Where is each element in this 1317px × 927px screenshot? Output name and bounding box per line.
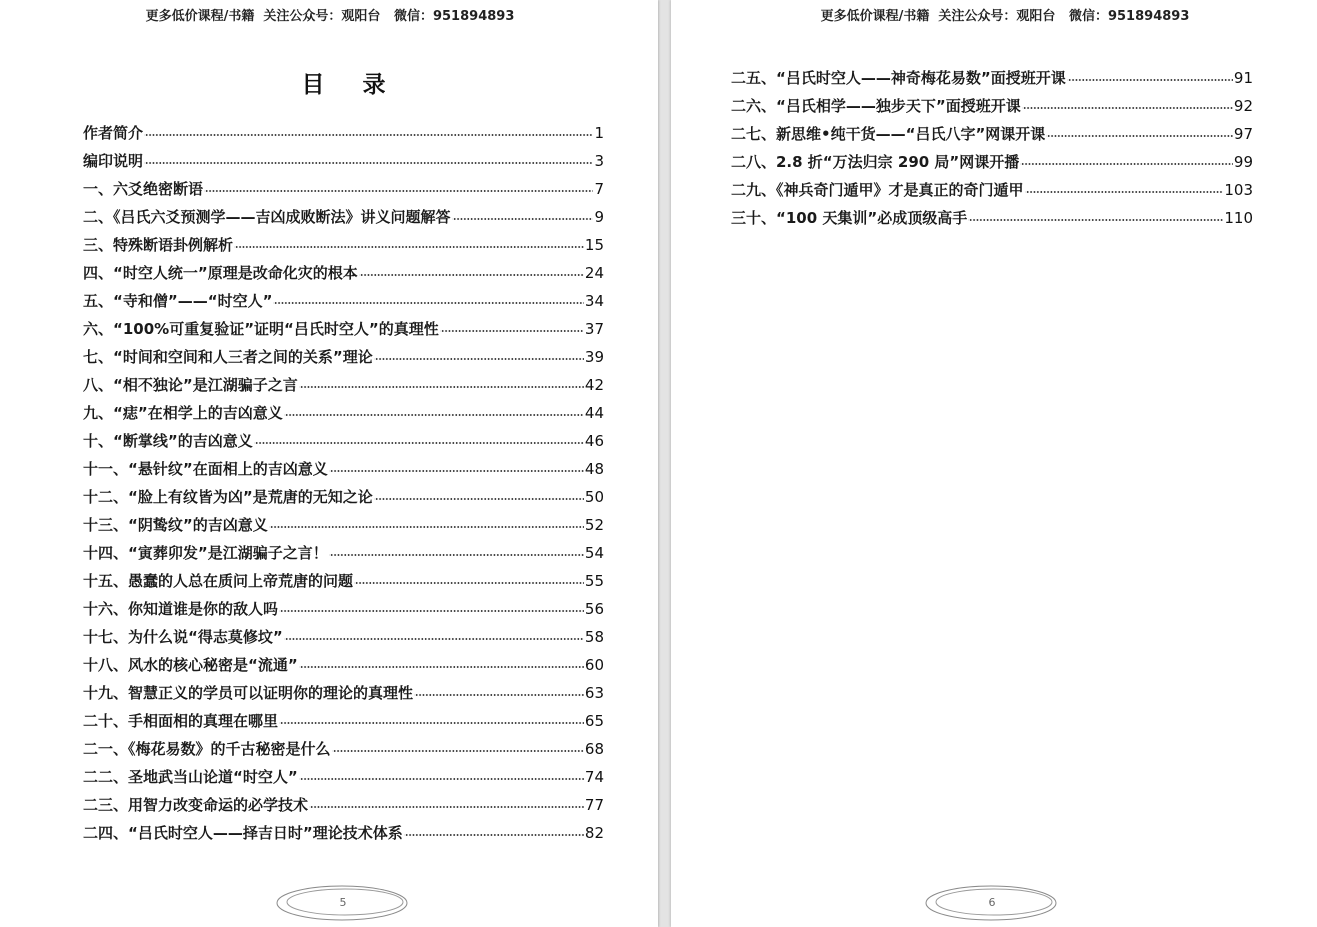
- toc-leader-dots: [254, 427, 584, 455]
- toc-leader-dots: [329, 539, 584, 567]
- toc-leader-dots: [374, 343, 584, 371]
- toc-leader-dots: [354, 567, 584, 595]
- toc-entry-title: 编印说明: [83, 152, 144, 170]
- toc-entry-title: 十七、为什么说“得志莫修坟”: [83, 628, 283, 646]
- toc-entry[interactable]: [83, 343, 604, 371]
- toc-entry-title: 六、“100%可重复验证”证明“吕氏时空人”的真理性: [83, 320, 439, 338]
- toc-leader-dots: [144, 119, 593, 147]
- toc-leader-dots: [1067, 64, 1233, 92]
- toc-leader-dots: [299, 371, 584, 399]
- toc-leader-dots: [269, 511, 584, 539]
- toc-entry[interactable]: [83, 399, 604, 427]
- toc-leader-dots: [1025, 176, 1224, 204]
- toc-entry[interactable]: [83, 651, 604, 679]
- toc-leader-dots: [440, 315, 584, 343]
- toc-entry-title: 十九、智慧正义的学员可以证明你的理论的真理性: [83, 684, 414, 702]
- toc-entry-title: 二六、“吕氏相学——独步天下”面授班开课: [731, 97, 1021, 115]
- toc-entry-title: 五、“寺和僧”——“时空人”: [83, 292, 273, 310]
- toc-entry[interactable]: [83, 511, 604, 539]
- toc-entry[interactable]: [83, 175, 604, 203]
- toc-entry-title: 二十、手相面相的真理在哪里: [83, 712, 279, 730]
- toc-entry-title: 二四、“吕氏时空人——择吉日时”理论技术体系: [83, 824, 403, 842]
- toc-leader-dots: [279, 707, 584, 735]
- toc-entry-title: 作者简介: [83, 124, 144, 142]
- toc-leader-dots: [234, 231, 584, 259]
- toc-entry-title: 十四、“寅葬卯发”是江湖骗子之言！: [83, 544, 328, 562]
- toc-leader-dots: [359, 259, 584, 287]
- toc-entry-page-number: 55: [584, 572, 604, 590]
- table-of-contents-continued: [731, 64, 1253, 232]
- toc-entry[interactable]: [83, 315, 604, 343]
- toc-leader-dots: [1022, 92, 1233, 120]
- toc-entry-title: 十五、愚蠢的人总在质问上帝荒唐的问题: [83, 572, 354, 590]
- toc-entry-page-number: 3: [594, 152, 604, 170]
- toc-entry-title: 十一、“悬针纹”在面相上的吉凶意义: [83, 460, 328, 478]
- toc-entry[interactable]: [83, 539, 604, 567]
- toc-entry-page-number: 91: [1233, 69, 1253, 87]
- toc-leader-dots: [204, 175, 593, 203]
- toc-leader-dots: [1046, 120, 1233, 148]
- toc-leader-dots: [284, 623, 584, 651]
- toc-entry-page-number: 58: [584, 628, 604, 646]
- toc-entry-page-number: 34: [584, 292, 604, 310]
- toc-entry-title: 十六、你知道谁是你的敌人吗: [83, 600, 279, 618]
- toc-heading: 目 录: [301, 72, 386, 98]
- toc-entry[interactable]: [83, 707, 604, 735]
- toc-entry[interactable]: [731, 204, 1253, 232]
- toc-entry-page-number: 48: [584, 460, 604, 478]
- toc-leader-dots: [279, 595, 584, 623]
- toc-entry-title: 二三、用智力改变命运的必学技术: [83, 796, 309, 814]
- toc-leader-dots: [968, 204, 1223, 232]
- page-number: 6: [988, 896, 996, 909]
- page-number: 5: [339, 896, 347, 909]
- toc-entry[interactable]: [83, 483, 604, 511]
- toc-entry-title: 二五、“吕氏时空人——神奇梅花易数”面授班开课: [731, 69, 1066, 87]
- toc-entry-title: 十八、风水的核心秘密是“流通”: [83, 656, 298, 674]
- toc-entry-page-number: 7: [594, 180, 604, 198]
- toc-leader-dots: [332, 735, 584, 763]
- toc-entry-page-number: 37: [584, 320, 604, 338]
- toc-entry-title: 二一、《梅花易数》的千古秘密是什么: [83, 740, 331, 758]
- toc-entry-page-number: 82: [584, 824, 604, 842]
- toc-entry-page-number: 63: [584, 684, 604, 702]
- toc-leader-dots: [144, 147, 593, 175]
- toc-entry-page-number: 52: [584, 516, 604, 534]
- toc-entry-title: 一、六爻绝密断语: [83, 180, 204, 198]
- toc-entry[interactable]: [731, 148, 1253, 176]
- toc-entry[interactable]: [83, 287, 604, 315]
- toc-entry[interactable]: [83, 679, 604, 707]
- toc-entry-page-number: 77: [584, 796, 604, 814]
- toc-entry-title: 三十、“100 天集训”必成顶级高手: [731, 209, 968, 227]
- toc-entry-page-number: 92: [1233, 97, 1253, 115]
- toc-entry-page-number: 24: [584, 264, 604, 282]
- toc-entry-page-number: 15: [584, 236, 604, 254]
- page-header: 更多低价课程/书籍 关注公众号：观阳台 微信：951894893: [145, 9, 515, 24]
- toc-entry-title: 二八、2.8 折“万法归宗 290 局”网课开播: [731, 153, 1020, 171]
- toc-entry[interactable]: [83, 819, 604, 847]
- toc-entry-title: 三、特殊断语卦例解析: [83, 236, 234, 254]
- toc-entry-page-number: 44: [584, 404, 604, 422]
- toc-entry-title: 七、“时间和空间和人三者之间的关系”理论: [83, 348, 373, 366]
- toc-leader-dots: [452, 203, 594, 231]
- toc-entry[interactable]: [83, 595, 604, 623]
- toc-leader-dots: [299, 763, 584, 791]
- toc-entry-page-number: 42: [584, 376, 604, 394]
- right-page: [671, 0, 1317, 927]
- toc-entry[interactable]: [731, 176, 1253, 204]
- toc-entry-title: 八、“相不独论”是江湖骗子之言: [83, 376, 298, 394]
- toc-entry-page-number: 99: [1233, 153, 1253, 171]
- toc-entry[interactable]: [83, 259, 604, 287]
- page-header: 更多低价课程/书籍 关注公众号：观阳台 微信：951894893: [820, 9, 1190, 24]
- toc-entry[interactable]: [731, 92, 1253, 120]
- toc-entry-page-number: 9: [594, 208, 604, 226]
- toc-entry-title: 九、“痣”在相学上的吉凶意义: [83, 404, 283, 422]
- toc-entry[interactable]: [83, 791, 604, 819]
- toc-leader-dots: [309, 791, 584, 819]
- toc-entry-page-number: 1: [594, 124, 604, 142]
- toc-leader-dots: [273, 287, 583, 315]
- toc-entry-page-number: 54: [584, 544, 604, 562]
- table-of-contents: [83, 119, 604, 847]
- toc-entry-page-number: 110: [1224, 209, 1253, 227]
- toc-entry[interactable]: [731, 120, 1253, 148]
- toc-entry-page-number: 60: [584, 656, 604, 674]
- toc-entry-page-number: 68: [584, 740, 604, 758]
- toc-entry-page-number: 56: [584, 600, 604, 618]
- left-page: [0, 0, 658, 927]
- toc-entry-page-number: 97: [1233, 125, 1253, 143]
- toc-entry-page-number: 46: [584, 432, 604, 450]
- toc-entry-title: 二、《吕氏六爻预测学——吉凶成败断法》讲义问题解答: [83, 208, 451, 226]
- toc-entry[interactable]: [83, 231, 604, 259]
- toc-entry-title: 四、“时空人统一”原理是改命化灾的根本: [83, 264, 358, 282]
- toc-entry[interactable]: [83, 119, 604, 147]
- toc-entry-title: 二二、圣地武当山论道“时空人”: [83, 768, 298, 786]
- toc-entry[interactable]: [83, 203, 604, 231]
- toc-entry[interactable]: [83, 455, 604, 483]
- toc-entry[interactable]: [83, 623, 604, 651]
- toc-leader-dots: [414, 679, 584, 707]
- toc-leader-dots: [329, 455, 584, 483]
- page-number-frame: [924, 884, 1060, 922]
- toc-entry[interactable]: [83, 147, 604, 175]
- toc-leader-dots: [284, 399, 584, 427]
- toc-entry-title: 二七、新思维•纯干货——“吕氏八字”网课开课: [731, 125, 1046, 143]
- toc-entry[interactable]: [83, 735, 604, 763]
- page-number-frame: [275, 884, 411, 922]
- toc-entry-title: 十、“断掌线”的吉凶意义: [83, 432, 253, 450]
- toc-entry-page-number: 74: [584, 768, 604, 786]
- toc-entry[interactable]: [731, 64, 1253, 92]
- toc-leader-dots: [299, 651, 584, 679]
- toc-entry-page-number: 65: [584, 712, 604, 730]
- toc-entry[interactable]: [83, 567, 604, 595]
- toc-leader-dots: [374, 483, 584, 511]
- toc-entry[interactable]: [83, 371, 604, 399]
- toc-entry-title: 十三、“阴鸷纹”的吉凶意义: [83, 516, 268, 534]
- toc-entry-page-number: 39: [584, 348, 604, 366]
- toc-leader-dots: [404, 819, 584, 847]
- toc-entry-title: 二九、《神兵奇门遁甲》才是真正的奇门遁甲: [731, 181, 1024, 199]
- toc-entry[interactable]: [83, 763, 604, 791]
- toc-entry-page-number: 50: [584, 488, 604, 506]
- toc-entry-page-number: 103: [1224, 181, 1253, 199]
- toc-entry-title: 十二、“脸上有纹皆为凶”是荒唐的无知之论: [83, 488, 373, 506]
- toc-leader-dots: [1020, 148, 1233, 176]
- toc-entry[interactable]: [83, 427, 604, 455]
